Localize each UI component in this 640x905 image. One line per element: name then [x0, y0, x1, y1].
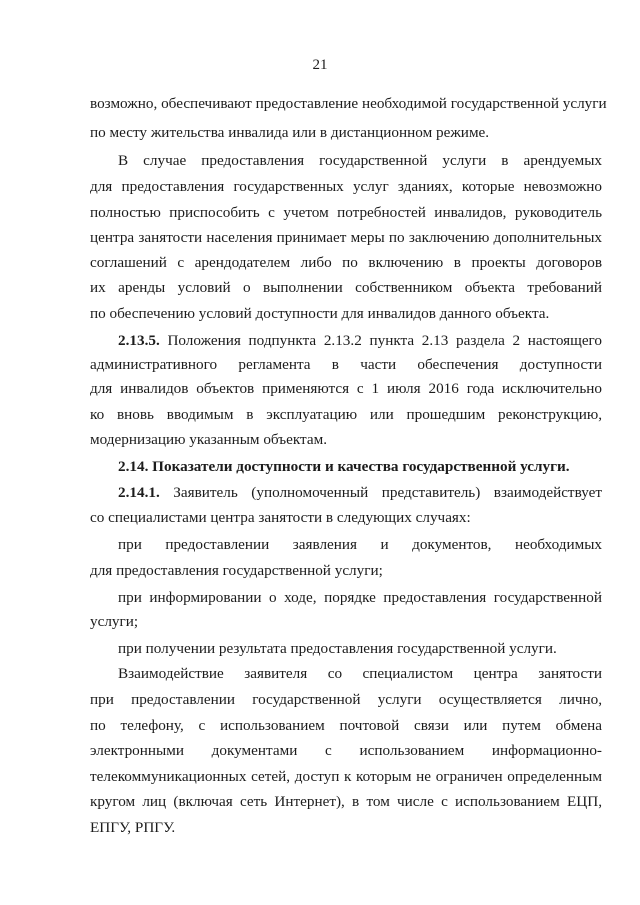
text-line: по обеспечению условий доступности для инвалидов данного объекта. [90, 305, 550, 322]
text-line: Взаимодействие заявителя со специалистом центра занятости [118, 665, 602, 682]
text-line: их аренды условий о выполнении собственником объекта требований [90, 279, 602, 296]
text-line: электронными документами с использованием информационно- [90, 742, 602, 759]
text-line: при информировании о ходе, порядке предоставления государственной [118, 589, 602, 606]
page-number: 21 [312, 57, 328, 73]
text-line: административного регламента в части обеспечения доступности [90, 356, 602, 373]
text-line: телекоммуникационных сетей, доступ к которым не ограничен определенным [90, 768, 602, 785]
text-line: ЕПГУ, РПГУ. [90, 819, 176, 836]
section-heading: 2.14. Показатели доступности и качества государственной услуги. [118, 458, 570, 475]
text-line: по месту жительства инвалида или в дистанционном режиме. [90, 124, 490, 141]
text-line: со специалистами центра занятости в следующих случаях: [90, 509, 471, 526]
text-line: ко вновь вводимым в эксплуатацию или прошедшим реконструкцию, [90, 406, 602, 423]
text-line: кругом лиц (включая сеть Интернет), в том числе с использованием ЕЦП, [90, 793, 602, 810]
text-line: по телефону, с использованием почтовой связи или путем обмена [90, 717, 602, 734]
text-line: 2.13.5. Положения подпункта 2.13.2 пункта 2.13 раздела 2 настоящего [118, 332, 602, 349]
text-line: услуги; [90, 613, 139, 630]
text-line: В случае предоставления государственной услуги в арендуемых [118, 152, 602, 169]
text-line: для предоставления государственных услуг зданиях, которые невозможно [90, 178, 602, 195]
text-line: для предоставления государственной услуги; [90, 562, 383, 579]
text-line: 2.14.1. Заявитель (уполномоченный представитель) взаимодействует [118, 484, 602, 501]
text-line: возможно, обеспечивают предоставление необходимой государственной услуги [90, 95, 607, 112]
text-line: для инвалидов объектов применяются с 1 июля 2016 года исключительно [90, 380, 602, 397]
text-line: при предоставлении заявления и документов, необходимых [118, 536, 602, 553]
text-line: соглашений с арендодателем либо по включению в проекты договоров [90, 254, 602, 271]
text-line: центра занятости населения принимает меры по заключению дополнительных [90, 229, 602, 246]
text-line: при получении результата предоставления государственной услуги. [118, 640, 557, 657]
text-line: модернизацию указанным объектам. [90, 431, 327, 448]
text-line: при предоставлении государственной услуги осуществляется лично, [90, 691, 602, 708]
text-line: полностью приспособить с учетом потребностей инвалидов, руководитель [90, 204, 602, 221]
